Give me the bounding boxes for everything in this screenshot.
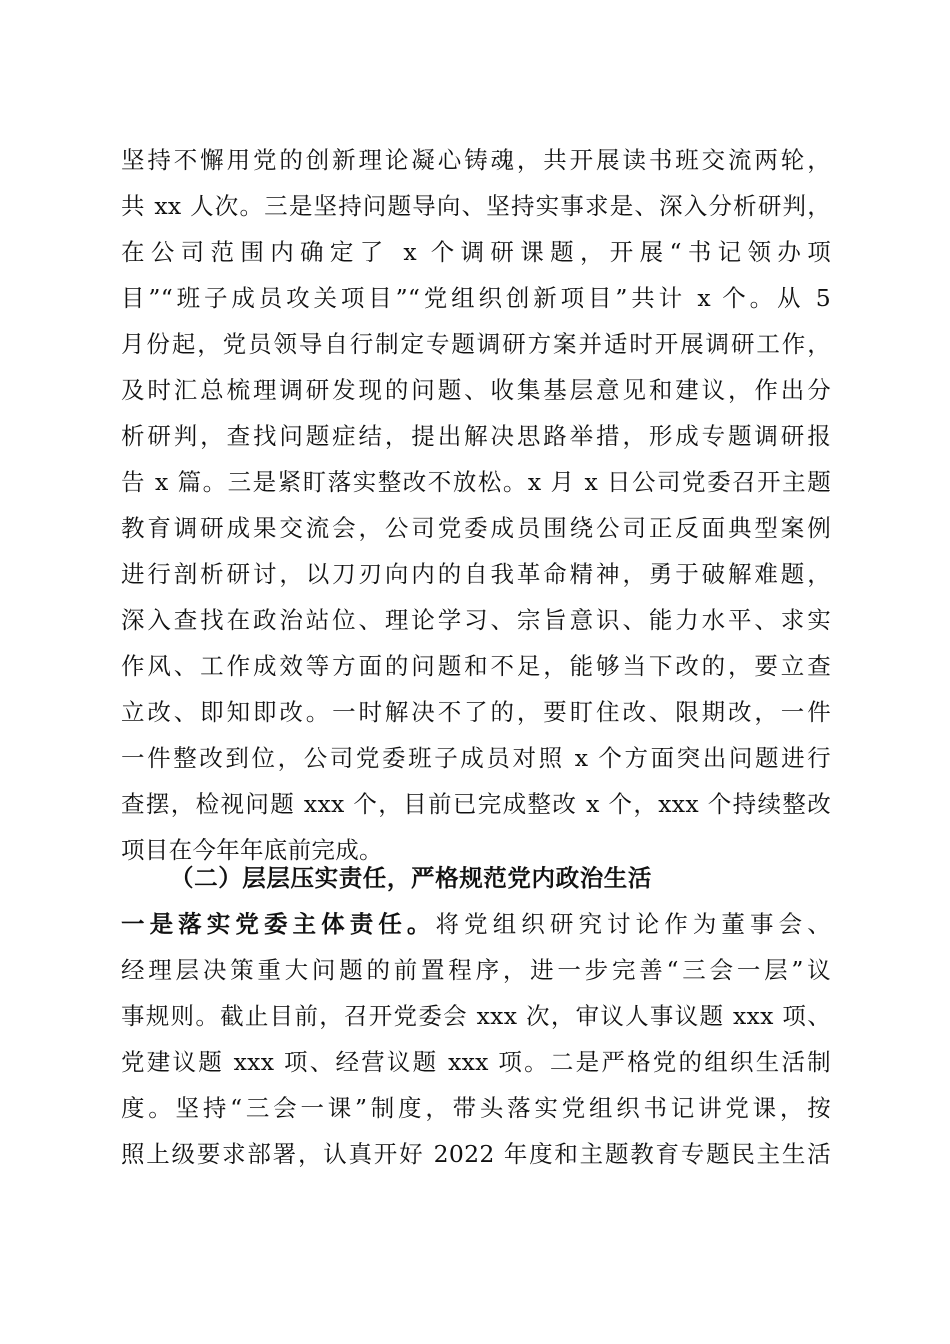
body-line: 深入查找在政治站位、理论学习、宗旨意识、能力水平、求实 (121, 606, 831, 634)
body-line: 告 x 篇。三是紧盯落实整改不放松。x 月 x 日公司党委召开主题 (121, 468, 831, 496)
paragraph-lead-bold: 一是落实党委主体责任。 (121, 910, 436, 938)
body-line: 查摆，检视问题 xxx 个，目前已完成整改 x 个，xxx 个持续整改 (121, 790, 831, 818)
body-line: 一件整改到位，公司党委班子成员对照 x 个方面突出问题进行 (121, 744, 831, 772)
body-line: 事规则。截止目前，召开党委会 xxx 次，审议人事议题 xxx 项、 (121, 1002, 831, 1030)
body-line: 作风、工作成效等方面的问题和不足，能够当下改的，要立查 (121, 652, 831, 680)
paragraph-lead-rest: 将党组织研究讨论作为董事会、 (435, 910, 831, 938)
body-line-lead (121, 904, 831, 944)
body-line: 照上级要求部署，认真开好 2022 年度和主题教育专题民主生活 (121, 1140, 831, 1168)
body-line: 及时汇总梳理调研发现的问题、收集基层意见和建议，作出分 (121, 376, 831, 404)
body-line: 度。坚持“三会一课”制度，带头落实党组织书记讲党课，按 (121, 1094, 831, 1122)
body-line: 在公司范围内确定了 x 个调研课题，开展“书记领办项 (121, 238, 831, 266)
body-line: 共 xx 人次。三是坚持问题导向、坚持实事求是、深入分析研判， (121, 192, 831, 220)
body-line: 坚持不懈用党的创新理论凝心铸魂，共开展读书班交流两轮， (121, 146, 831, 174)
body-line: 析研判，查找问题症结，提出解决思路举措，形成专题调研报 (121, 422, 831, 450)
body-line: 立改、即知即改。一时解决不了的，要盯住改、限期改，一件 (121, 698, 831, 726)
section-heading: （二）层层压实责任，严格规范党内政治生活 (170, 864, 652, 892)
body-line: 教育调研成果交流会，公司党委成员围绕公司正反面典型案例 (121, 514, 831, 542)
body-line: 月份起，党员领导自行制定专题调研方案并适时开展调研工作， (121, 330, 831, 358)
body-line: 目”“班子成员攻关项目”“党组织创新项目”共计 x 个。从 5 (121, 284, 831, 312)
body-line: 进行剖析研讨，以刀刃向内的自我革命精神，勇于破解难题， (121, 560, 831, 588)
body-line-last: 项目在今年年底前完成。 (121, 836, 383, 864)
body-line: 经理层决策重大问题的前置程序，进一步完善“三会一层”议 (121, 956, 831, 984)
body-line: 党建议题 xxx 项、经营议题 xxx 项。二是严格党的组织生活制 (121, 1048, 831, 1076)
